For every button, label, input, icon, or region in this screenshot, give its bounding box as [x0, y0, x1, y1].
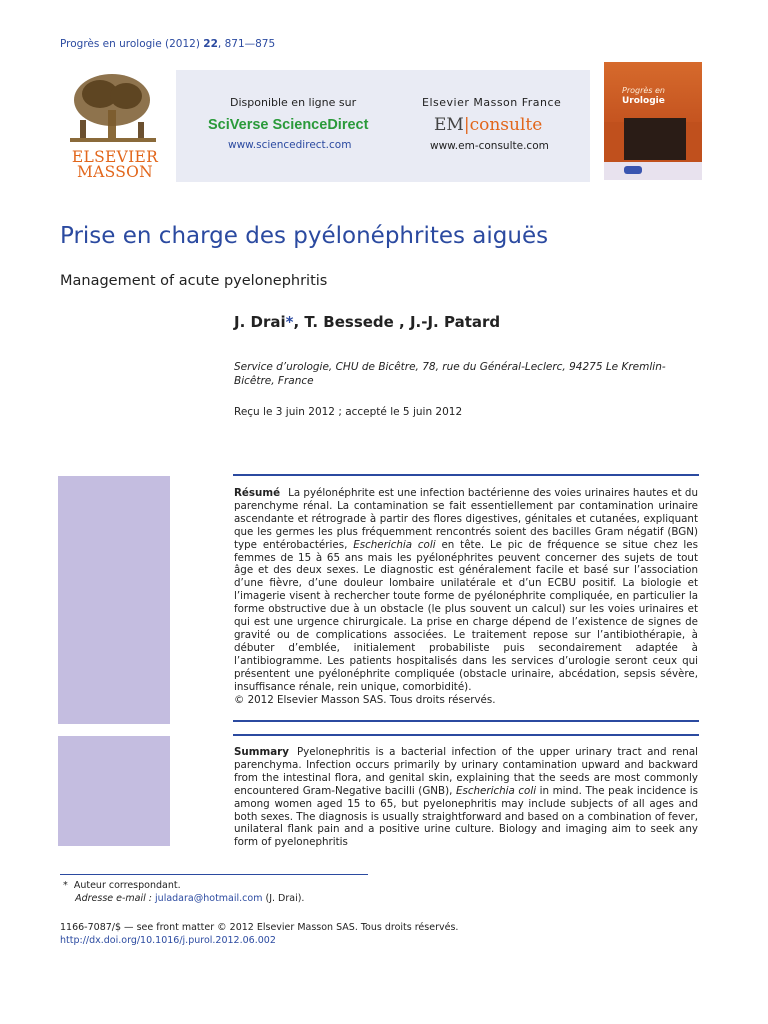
sciencedirect-link[interactable]: www.sciencedirect.com [228, 139, 352, 151]
journal-cover-thumbnail[interactable] [604, 62, 702, 180]
em-logo-suffix: consulte [469, 115, 543, 135]
resume-top-rule [233, 474, 699, 476]
em-consulte-logo[interactable]: EM|consulte [434, 115, 543, 135]
logo-line-1: ELSEVIER [71, 148, 159, 166]
summary-side-bar [58, 736, 170, 846]
email-link[interactable]: juladara@hotmail.com [155, 893, 263, 904]
journal-volume: 22 [203, 38, 218, 50]
author-1: J. Drai [234, 313, 286, 331]
cover-title-line-2: Urologie [622, 96, 665, 106]
front-matter [60, 921, 458, 947]
email-owner: (J. Drai). [265, 893, 305, 904]
em-consulte-link[interactable]: www.em-consulte.com [430, 140, 549, 152]
resume-copyright: © 2012 Elsevier Masson SAS. Tous droits réservés. [234, 693, 496, 706]
email-label: Adresse e-mail : [75, 893, 152, 904]
elsevier-logo[interactable] [60, 70, 166, 182]
journal-name: Progrès en urologie (2012) [60, 38, 200, 50]
summary-top-rule [233, 734, 699, 736]
footnote-mark: * [63, 880, 68, 891]
corresponding-author-link[interactable]: * [285, 313, 294, 331]
other-authors: , T. Bessede , J.-J. Patard [293, 313, 501, 331]
footnote-rule [60, 874, 368, 875]
cover-image [624, 118, 686, 160]
footnote-corresponding [60, 879, 304, 892]
em-logo-prefix: EM [434, 115, 464, 135]
summary-text-part-1: Pyelonephritis is a bacterial infection of the upper urinary tract and renal parenchyma. Infection occurs primarily by urinary contamination upward and backward from the intestinal flora, and genital skin, explaining that the seeds are most commonly encountered Gram-Negative bacilli (GNB), [234, 746, 698, 797]
article-title: Prise en charge des pyélonéphrites aiguës [60, 223, 549, 249]
footnote [60, 879, 304, 905]
available-online-label: Disponible en ligne sur [230, 96, 357, 109]
em-publisher-label: Elsevier Masson France [422, 96, 562, 109]
resume-bottom-rule [233, 720, 699, 722]
cover-publisher-icon [624, 166, 642, 174]
footnote-email-line [60, 892, 304, 905]
banner-links-panel [176, 70, 590, 182]
elsevier-logo-text [66, 150, 164, 180]
article-subtitle: Management of acute pyelonephritis [60, 273, 328, 289]
author-list [234, 313, 500, 331]
summary-label: Summary [234, 746, 289, 758]
issn-line: 1166-7087/$ — see front matter © 2012 Elsevier Masson SAS. Tous droits réservés. [60, 922, 459, 933]
tree-icon [60, 70, 166, 148]
cover-footer [604, 162, 702, 180]
publisher-banner [60, 70, 590, 182]
resume-italic-term: Escherichia coli [353, 538, 436, 551]
footnote-corresponding-text: Auteur correspondant. [73, 880, 181, 891]
affiliation: Service d’urologie, CHU de Bicêtre, 78, rue du Général-Leclerc, 94275 Le Kremlin-Bicêtre, France [234, 361, 666, 387]
resume-side-bar [58, 476, 170, 724]
summary-abstract [234, 746, 698, 849]
cover-title-line-1: Progrès en [622, 86, 665, 95]
summary-text-part-2: in mind. The peak incidence is among women aged 15 to 65, but pyelonephritis may include subjects of all ages and both sexes. The diagnosis is usually straightforward and based on a combination of fever, unilateral flank pain and a positive urine culture. Biology and imaging aim to seek any form of pyelonephritis [234, 784, 699, 849]
logo-line-2: MASSON [76, 163, 154, 181]
received-dates: Reçu le 3 juin 2012 ; accepté le 5 juin 2012 [234, 406, 463, 418]
summary-italic-term: Escherichia coli [455, 784, 537, 797]
doi-link[interactable]: http://dx.doi.org/10.1016/j.purol.2012.06.002 [60, 935, 276, 946]
resume-text-part-1: La pyélonéphrite est une infection bactérienne des voies urinaires hautes et du parenchyme rénal. La contamination se fait essentiellement par contamination urinaire ascendante et rétrograde à partir des flores digestives, génitales et cutanées, expliquant que les germes les plus fréquemment rencontrés soient des bacilles Gram négatif (BGN) type entérobactéries, [234, 487, 698, 551]
journal-reference[interactable] [60, 38, 275, 50]
resume-text-part-2: en tête. Le pic de fréquence se situe chez les femmes de 15 à 65 ans mais les pyélonéphrites peuvent concerner des sujets de tout âge et des deux sexes. Le diagnostic est généralement facile et basé sur l’association d’une fièvre, d’une douleur lombaire unilatérale et d’un ECBU positif. La biologie et l’imagerie visent à rechercher toute forme de pyélonéphrite compliquée, en particulier la forme obstructive due à un obstacle (le plus souvent un calcul) sur les voies urinaires et qui est une urgence chirurgicale. La prise en charge dépend de l’existence de signes de gravité ou de complications associées. Le traitement repose sur l’antibiothérapie, à débuter d’emblée, initialement probabiliste puis secondairement adaptée à l’antibiogramme. Les patients hospitalisés dans les services d’urologie seront ceux qui présentent une pyélonéphrite compliquée (obstacle urinaire, abcédation, sepsis sévère, insuffisance rénale, rein unique, comorbidité). [234, 538, 698, 693]
resume-label: Résumé [234, 487, 281, 499]
sciencedirect-logo[interactable]: SciVerse ScienceDirect [208, 117, 369, 133]
resume-abstract [234, 487, 698, 706]
journal-pages: , 871—875 [217, 38, 276, 50]
